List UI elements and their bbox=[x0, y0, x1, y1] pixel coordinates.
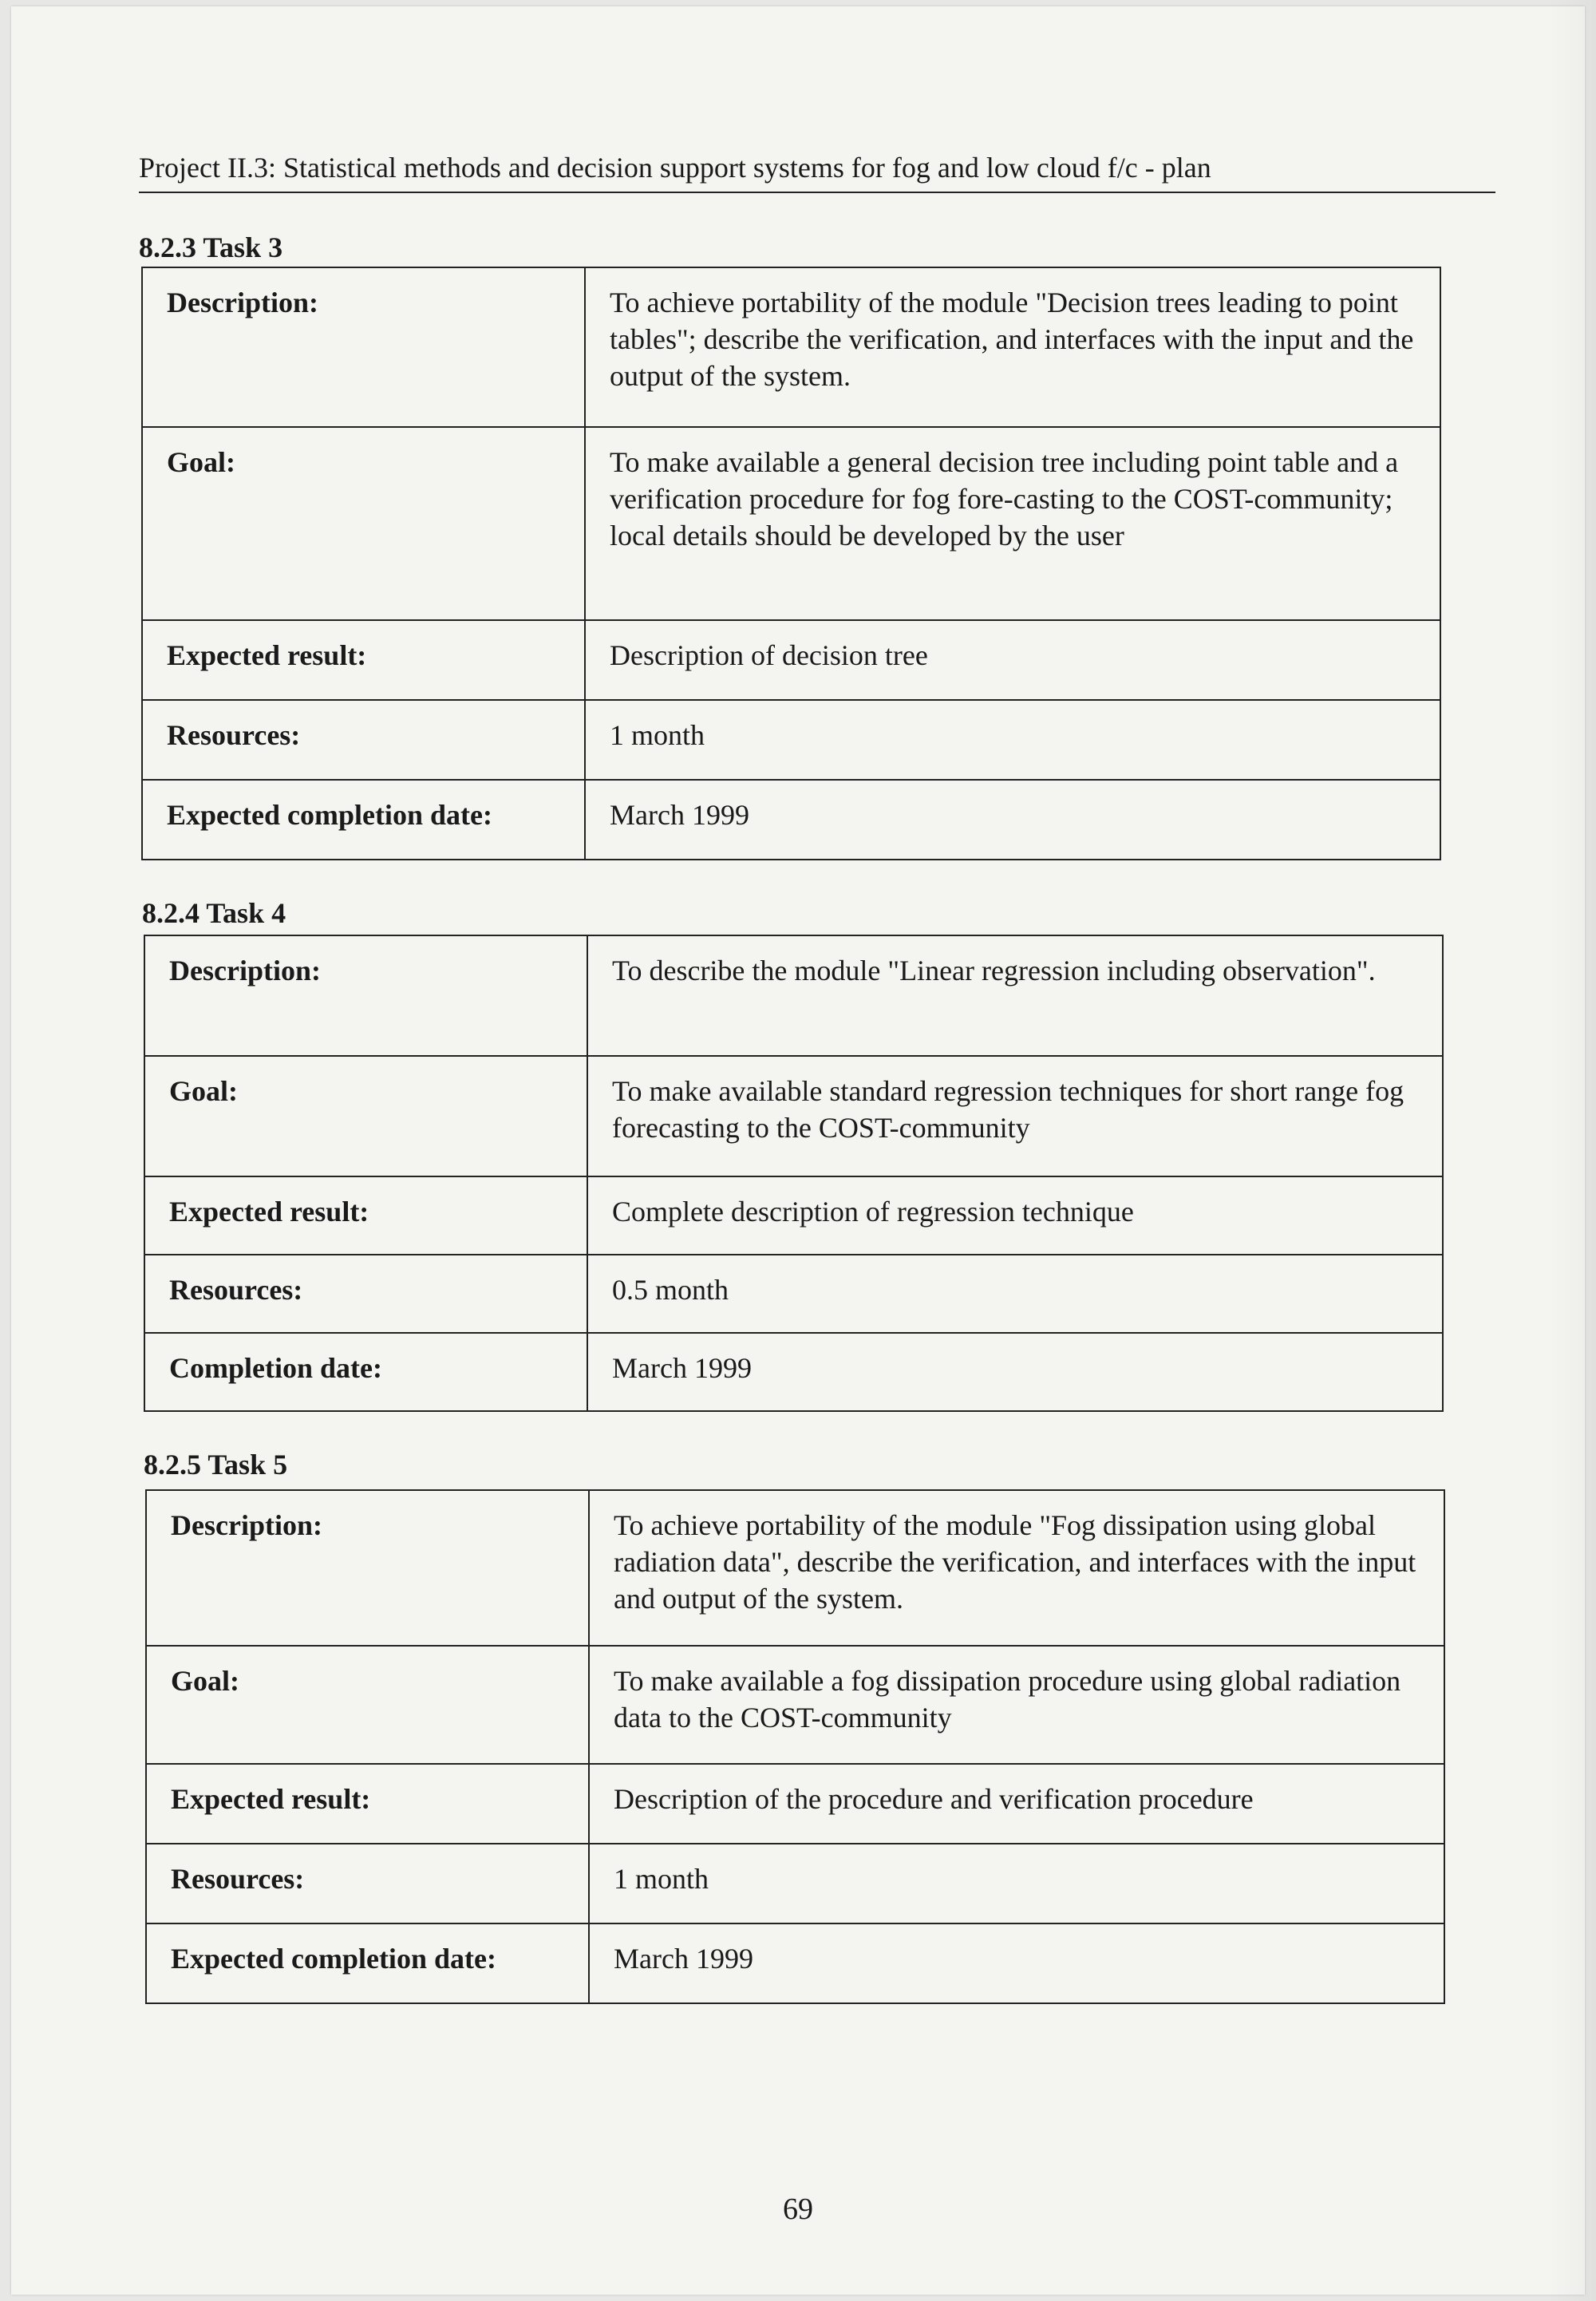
row-value: To make available a general decision tree including point table and a verification procedure for fog fore-casting to the COST-community; local details should be developed by the user bbox=[585, 427, 1440, 620]
table-row bbox=[144, 1255, 1443, 1333]
task-4-table bbox=[144, 935, 1444, 1412]
row-value: Description of the procedure and verification procedure bbox=[589, 1764, 1444, 1844]
table-row bbox=[142, 780, 1440, 860]
row-label: Expected result: bbox=[144, 1176, 587, 1255]
row-value: March 1999 bbox=[585, 780, 1440, 860]
row-label: Expected completion date: bbox=[146, 1923, 589, 2003]
row-value: To describe the module "Linear regression including observation". bbox=[587, 935, 1443, 1056]
row-value: To make available standard regression techniques for short range fog forecasting to the COST-community bbox=[587, 1056, 1443, 1176]
row-value: 1 month bbox=[585, 700, 1440, 780]
row-label: Expected completion date: bbox=[142, 780, 585, 860]
row-value: Description of decision tree bbox=[585, 620, 1440, 700]
table-row bbox=[142, 620, 1440, 700]
page-header: Project II.3: Statistical methods and decision support systems for fog and low cloud f/c - plan bbox=[139, 150, 1495, 193]
row-value: To make available a fog dissipation procedure using global radiation data to the COST-community bbox=[589, 1646, 1444, 1764]
table-row bbox=[146, 1844, 1444, 1923]
task-3-heading: 8.2.3 Task 3 bbox=[139, 231, 283, 263]
row-value: To achieve portability of the module "Fog dissipation using global radiation data", describe the verification, and interfaces with the input and output of the system. bbox=[589, 1490, 1444, 1646]
row-value: 0.5 month bbox=[587, 1255, 1443, 1333]
task-4-heading: 8.2.4 Task 4 bbox=[142, 897, 286, 929]
row-label: Goal: bbox=[142, 427, 585, 620]
page-edge-shadow bbox=[1548, 0, 1596, 2301]
row-label: Description: bbox=[144, 935, 587, 1056]
table-row bbox=[144, 935, 1443, 1056]
table-row bbox=[144, 1176, 1443, 1255]
row-label: Resources: bbox=[146, 1844, 589, 1923]
page-number: 69 bbox=[783, 2192, 813, 2226]
table-row bbox=[142, 267, 1440, 427]
table-row bbox=[146, 1764, 1444, 1844]
row-label: Resources: bbox=[142, 700, 585, 780]
row-label: Expected result: bbox=[142, 620, 585, 700]
task-3-table bbox=[141, 267, 1441, 860]
row-value: Complete description of regression technique bbox=[587, 1176, 1443, 1255]
table-row bbox=[146, 1923, 1444, 2003]
task-5-table bbox=[145, 1489, 1445, 2004]
table-row bbox=[146, 1646, 1444, 1764]
row-label: Goal: bbox=[146, 1646, 589, 1764]
row-value: March 1999 bbox=[587, 1333, 1443, 1411]
row-label: Goal: bbox=[144, 1056, 587, 1176]
table-row bbox=[144, 1056, 1443, 1176]
row-label: Completion date: bbox=[144, 1333, 587, 1411]
row-value: 1 month bbox=[589, 1844, 1444, 1923]
row-label: Description: bbox=[146, 1490, 589, 1646]
row-value: March 1999 bbox=[589, 1923, 1444, 2003]
table-row bbox=[142, 427, 1440, 620]
row-label: Expected result: bbox=[146, 1764, 589, 1844]
table-row bbox=[144, 1333, 1443, 1411]
row-value: To achieve portability of the module "Decision trees leading to point tables"; describe the verification, and interfaces with the input and the output of the system. bbox=[585, 267, 1440, 427]
row-label: Resources: bbox=[144, 1255, 587, 1333]
task-5-heading: 8.2.5 Task 5 bbox=[144, 1449, 288, 1481]
table-row bbox=[146, 1490, 1444, 1646]
table-row bbox=[142, 700, 1440, 780]
row-label: Description: bbox=[142, 267, 585, 427]
